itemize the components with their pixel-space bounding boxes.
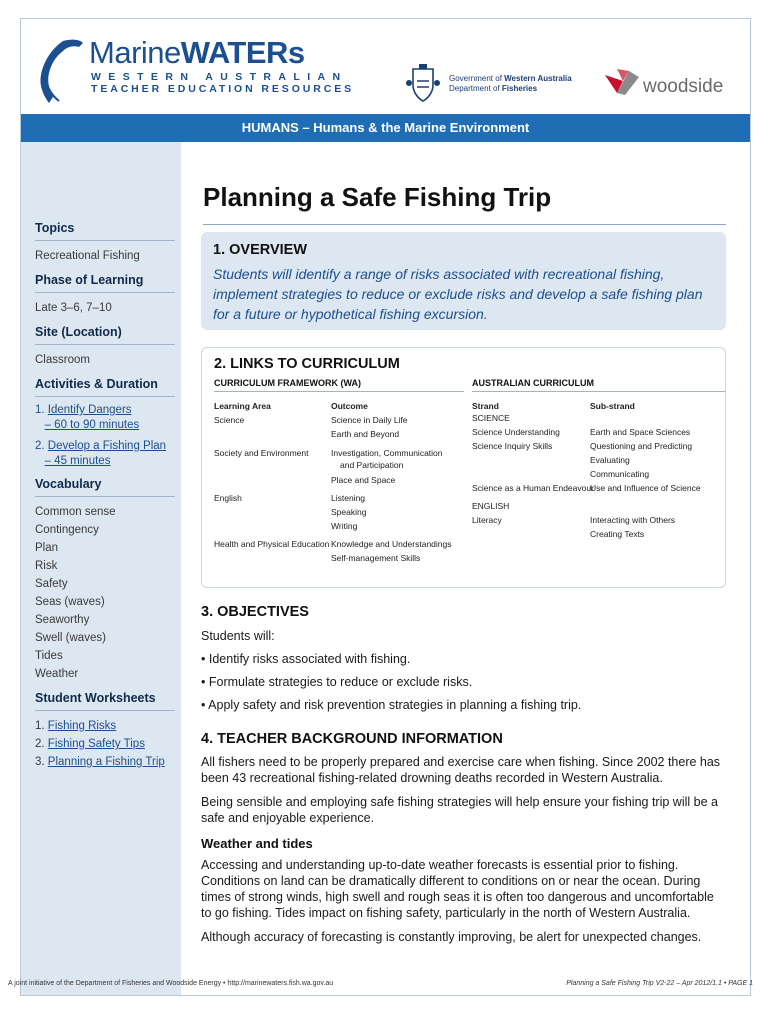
background-paragraph: Being sensible and employing safe fishing strategies will help ensure your fishing trip will be a safe and enjoyable experience.: [201, 795, 718, 825]
background-paragraph: All fishers need to be properly prepared and exercise care when fishing. Since 2002 there has been 43 recreational fishing-related drowning deaths recorded in Western Australia.: [201, 755, 721, 785]
overview-heading: 1. OVERVIEW: [213, 242, 308, 258]
objectives-section: [201, 604, 726, 945]
sub-strand: Creating Texts: [590, 529, 645, 539]
learning-area: English: [214, 493, 242, 503]
main-content: [181, 142, 750, 995]
strand: Science Understanding: [472, 427, 560, 437]
vocab-item: Weather: [35, 668, 79, 680]
footer-page-info: Planning a Safe Fishing Trip V2-22 – Apr 2012/1.1 • PAGE 1: [566, 980, 753, 987]
woodside-logo-text: woodside: [643, 76, 724, 97]
worksheets-heading: Student Worksheets: [35, 691, 175, 711]
title-divider: [203, 224, 726, 225]
page-title: Planning a Safe Fishing Trip: [203, 182, 552, 212]
curriculum-heading: 2. LINKS TO CURRICULUM: [214, 356, 400, 372]
sub-strand: Use and Influence of Science: [590, 483, 701, 493]
col-header: Learning Area: [214, 401, 271, 411]
objective-item: • Identify risks associated with fishing.: [201, 652, 411, 666]
learning-area: Science: [214, 415, 245, 425]
footer-credit: A joint initiative of the Department of Fisheries and Woodside Energy • http://marinewaters.fish.wa.gov.au: [8, 980, 334, 987]
topic-banner: HUMANS – Humans & the Marine Environment: [21, 114, 750, 142]
vocab-item: Swell (waves): [35, 632, 106, 644]
vocabulary-heading: Vocabulary: [35, 477, 175, 497]
phase-heading: Phase of Learning: [35, 273, 175, 293]
vocab-item: Tides: [35, 650, 63, 662]
sub-strand: Questioning and Predicting: [590, 441, 693, 451]
outcome: Listening: [331, 493, 366, 503]
brand-subtitle-2: TEACHER EDUCATION RESOURCES: [91, 83, 355, 95]
page-frame: [20, 18, 751, 996]
outcome: Writing: [331, 521, 358, 531]
objectives-intro: Students will:: [201, 629, 275, 643]
strand: SCIENCE: [472, 413, 510, 423]
vocab-item: Risk: [35, 560, 58, 572]
overview-box: [201, 232, 726, 330]
learning-area: Health and Physical Education: [214, 539, 330, 549]
outcome: Earth and Beyond: [331, 429, 400, 439]
strand: Science as a Human Endeavour: [472, 483, 594, 493]
outcome: and Participation: [340, 460, 404, 470]
vocab-item: Contingency: [35, 524, 99, 536]
site-heading: Site (Location): [35, 325, 175, 345]
vocab-item: Plan: [35, 542, 59, 554]
phase-value: Late 3–6, 7–10: [35, 302, 112, 314]
weather-heading: Weather and tides: [201, 836, 313, 851]
worksheet-link[interactable]: 2. Fishing Safety Tips: [35, 738, 145, 750]
objectives-heading: 3. OBJECTIVES: [201, 604, 309, 620]
sub-strand: Earth and Space Sciences: [590, 427, 691, 437]
curriculum-box: [201, 347, 726, 588]
vocab-item: Common sense: [35, 506, 116, 518]
sidebar: [21, 142, 181, 995]
sub-strand: Evaluating: [590, 455, 630, 465]
vocab-item: Seas (waves): [35, 596, 105, 608]
vocab-item: Safety: [35, 578, 68, 590]
strand: ENGLISH: [472, 501, 510, 511]
brand-logo-text: MarineWATERs: [89, 35, 305, 70]
australian-curriculum-heading: AUSTRALIAN CURRICULUM: [472, 378, 725, 392]
activity-link[interactable]: 2. Develop a Fishing Plan – 45 minutes: [35, 440, 167, 467]
woodside-logo-icon: [603, 67, 641, 97]
learning-area: Society and Environment: [214, 448, 309, 458]
objective-item: • Apply safety and risk prevention strategies in planning a fishing trip.: [201, 698, 582, 712]
col-header: Sub-strand: [590, 401, 635, 411]
objective-item: • Formulate strategies to reduce or exclude risks.: [201, 675, 473, 689]
worksheet-link[interactable]: 3. Planning a Fishing Trip: [35, 756, 165, 768]
site-value: Classroom: [35, 354, 90, 366]
vocab-item: Seaworthy: [35, 614, 90, 626]
government-crest-icon: [405, 63, 441, 103]
page-footer: [8, 980, 753, 987]
weather-paragraph: Accessing and understanding up-to-date weather forecasts is essential prior to fishing. Conditions on land can be dramatically different to conditions on or near the ocean. During times of strong winds, high swell and rough seas it is often too dangerous and uncomfortable to go fishing. Tides impact on fishing safety, particularly in the north of Western Australia.: [201, 858, 714, 920]
strand: Literacy: [472, 515, 502, 525]
col-header: Outcome: [331, 401, 368, 411]
australia-map-icon: [33, 37, 85, 107]
government-logo-text: Government of Western Australia Department of Fisheries: [449, 74, 572, 93]
strand: Science Inquiry Skills: [472, 441, 553, 451]
topics-heading: Topics: [35, 221, 175, 241]
worksheet-link[interactable]: 1. Fishing Risks: [35, 720, 117, 732]
outcome: Science in Daily Life: [331, 415, 408, 425]
overview-text: Students will identify a range of risks associated with recreational fishing, implement strategies to reduce or exclude risks and develop a safe fishing plan for a future or hypothetical fishing excursion.: [213, 266, 703, 322]
sub-strand: Interacting with Others: [590, 515, 676, 525]
sub-strand: Communicating: [590, 469, 650, 479]
outcome: Self-management Skills: [331, 553, 421, 563]
curriculum-framework-heading: CURRICULUM FRAMEWORK (WA): [214, 378, 464, 392]
outcome: Investigation, Communication: [331, 448, 443, 458]
activities-heading: Activities & Duration: [35, 377, 175, 397]
page-header: [21, 19, 750, 114]
brand-subtitle-1: WESTERN AUSTRALIAN: [91, 71, 348, 83]
activity-link[interactable]: 1. Identify Dangers – 60 to 90 minutes: [35, 404, 140, 431]
weather-paragraph: Although accuracy of forecasting is constantly improving, be alert for unexpected changes.: [201, 930, 702, 944]
topics-value: Recreational Fishing: [35, 250, 140, 262]
outcome: Speaking: [331, 507, 367, 517]
outcome: Knowledge and Understandings: [331, 539, 452, 549]
col-header: Strand: [472, 401, 499, 411]
background-heading: 4. TEACHER BACKGROUND INFORMATION: [201, 731, 503, 747]
outcome: Place and Space: [331, 475, 396, 485]
